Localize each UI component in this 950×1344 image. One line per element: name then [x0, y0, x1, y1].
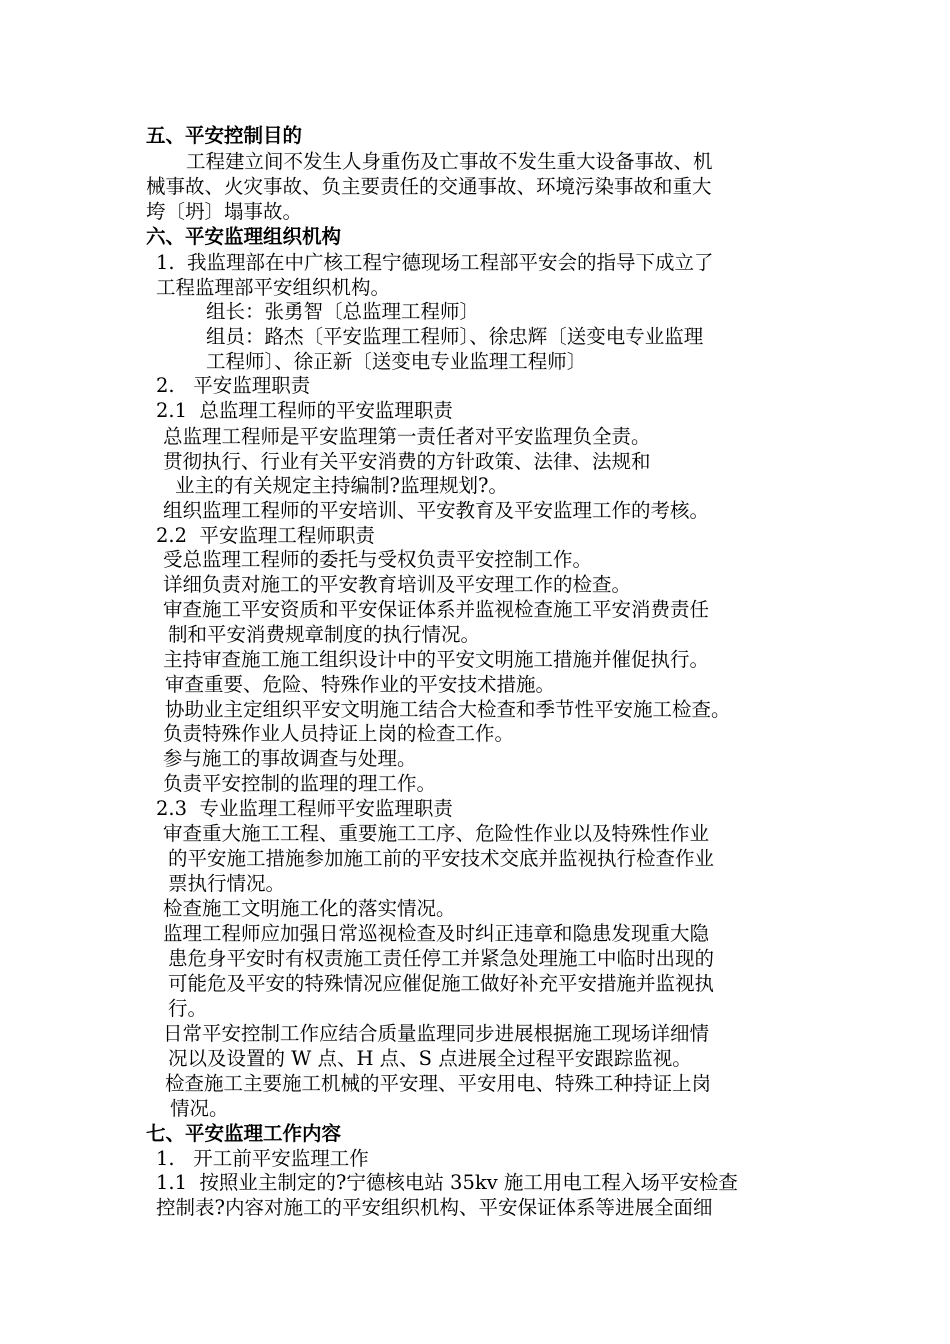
duty-item: 详细负责对施工的平安教育培训及平安理工作的检查。 — [163, 573, 632, 596]
paragraph-line: 工程建立间不发生人身重伤及亡事故不发生重大设备事故、机 — [186, 150, 713, 173]
duty-item: 负责特殊作业人员持证上岗的检查工作。 — [163, 722, 515, 745]
paragraph-line: 1.1 按照业主制定的?宁德核电站 35kv 施工用电工程入场平安检查 — [156, 1171, 738, 1194]
subheading: 2.3 专业监理工程师平安监理职责 — [156, 797, 453, 820]
duty-item-continuation: 的平安施工措施参加施工前的平安技术交底并监视执行检查作业 — [168, 847, 715, 870]
duty-item-continuation: 票执行情况。 — [168, 872, 286, 895]
duty-item: 审查重要、危险、特殊作业的平安技术措施。 — [165, 673, 556, 696]
subheading: 2.1 总监理工程师的平安监理职责 — [156, 399, 453, 422]
duty-item: 负责平安控制的监理的理工作。 — [163, 772, 437, 795]
duty-item-continuation: 业主的有关规定主持编制?监理规划?。 — [175, 474, 508, 497]
duty-item: 参与施工的事故调查与处理。 — [163, 747, 417, 770]
duty-item-continuation: 行。 — [168, 997, 208, 1020]
duty-item: 组织监理工程师的平安培训、平安教育及平安监理工作的考核。 — [163, 499, 710, 522]
subheading: 1. 开工前平安监理工作 — [156, 1147, 369, 1170]
duty-item-continuation: 情况。 — [170, 1097, 229, 1120]
paragraph-line: 控制表?内容对施工的平安组织机构、平安保证体系等进展全面细 — [156, 1196, 713, 1219]
section-heading-5: 五、平安控制目的 — [146, 124, 303, 147]
section-heading-6: 六、平安监理组织机构 — [146, 225, 342, 248]
duty-item-continuation: 可能危及平安的特殊情况应催促施工做好补充平安措施并监视执 — [168, 972, 715, 995]
duty-item-continuation: 况以及设置的 W 点、H 点、S 点进展全过程平安跟踪监视。 — [168, 1047, 692, 1070]
paragraph-line: 垮〔坍〕塌事故。 — [146, 200, 303, 223]
subheading: 2.2 平安监理工程师职责 — [156, 524, 375, 547]
team-leader: 组长：张勇智〔总监理工程师〕 — [206, 300, 480, 323]
paragraph-line: 械事故、火灾事故、负主要责任的交通事故、环境污染事故和重大 — [146, 175, 712, 198]
duty-item: 审查重大施工工程、重要施工工序、危险性作业以及特殊性作业 — [163, 822, 710, 845]
list-item-continuation: 工程监理部平安组织机构。 — [156, 276, 391, 299]
list-item: 1. 我监理部在中广核工程宁德现场工程部平安会的指导下成立了 — [156, 251, 714, 274]
subheading: 2. 平安监理职责 — [156, 374, 311, 397]
duty-item: 主持审查施工施工组织设计中的平安文明施工措施并催促执行。 — [163, 648, 710, 671]
duty-item: 审查施工平安资质和平安保证体系并监视检查施工平安消费责任 — [163, 598, 710, 621]
duty-item: 日常平安控制工作应结合质量监理同步进展根据施工现场详细情 — [163, 1022, 710, 1045]
duty-item: 监理工程师应加强日常巡视检查及时纠正违章和隐患发现重大隐 — [163, 922, 710, 945]
duty-item: 检查施工文明施工化的落实情况。 — [163, 897, 456, 920]
duty-item: 贯彻执行、行业有关平安消费的方针政策、法律、法规和 — [163, 450, 651, 473]
duty-item-continuation: 制和平安消费规章制度的执行情况。 — [168, 623, 481, 646]
duty-item: 协助业主定组织平安文明施工结合大检查和季节性平安施工检查。 — [165, 698, 731, 721]
duty-item-continuation: 患危身平安时有权责施工责任停工并紧急处理施工中临时出现的 — [168, 947, 715, 970]
duty-item: 受总监理工程师的委托与受权负责平安控制工作。 — [163, 548, 593, 571]
section-heading-7: 七、平安监理工作内容 — [146, 1122, 342, 1145]
duty-item: 总监理工程师是平安监理第一责任者对平安监理负全责。 — [163, 425, 651, 448]
team-members: 组员：路杰〔平安监理工程师〕、徐忠辉〔送变电专业监理 — [206, 325, 704, 348]
duty-item: 检查施工主要施工机械的平安理、平安用电、特殊工种持证上岗 — [165, 1072, 712, 1095]
team-members-continuation: 工程师〕、徐正新〔送变电专业监理工程师〕 — [206, 350, 587, 373]
